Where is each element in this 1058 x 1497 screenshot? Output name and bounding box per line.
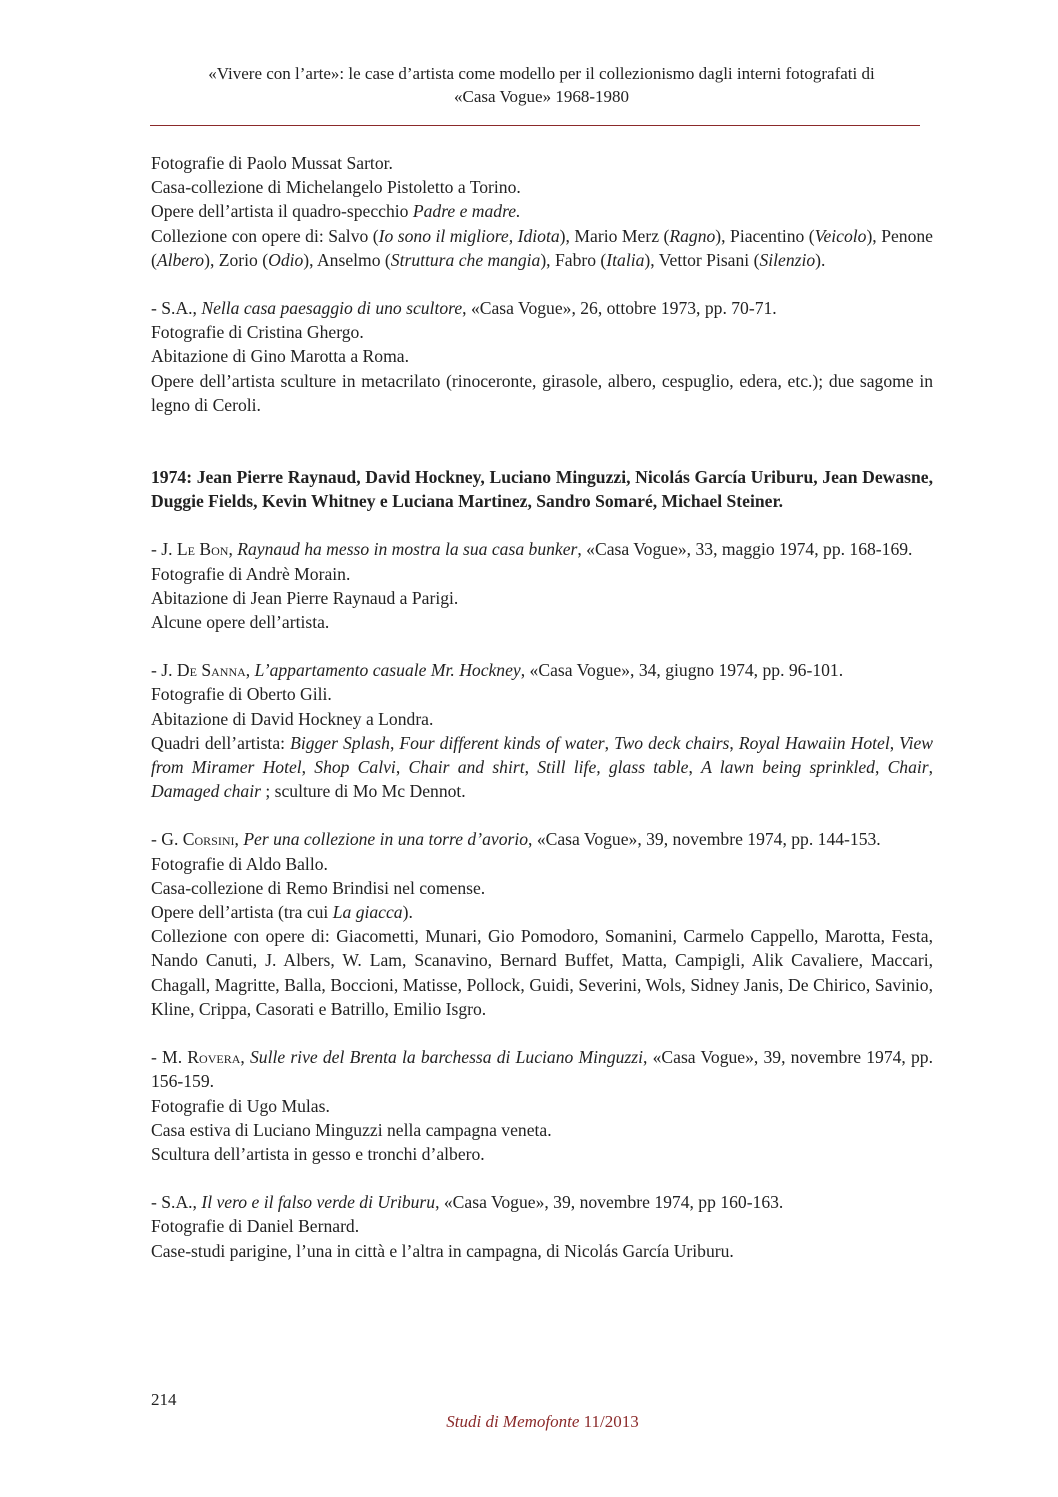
residence-line: Abitazione di David Hockney a Londra. [151, 708, 434, 729]
works-line: Alcune opere dell’artista. [151, 612, 330, 633]
running-header [150, 62, 933, 108]
entry-raynaud [151, 537, 933, 634]
entry-hockney [151, 658, 933, 803]
page-number: 214 [151, 1390, 177, 1409]
header-line-1: «Vivere con l’arte»: le case d’artista come modello per il collezionismo dagli interni fotografati di [208, 64, 875, 83]
photo-credit: Fotografie di Ugo Mulas. [151, 1095, 330, 1116]
entry-brindisi [151, 827, 933, 1021]
header-line-2: «Casa Vogue» 1968-1980 [453, 87, 630, 106]
entry-pistoletto [151, 151, 933, 272]
entry-uriburu [151, 1190, 933, 1263]
photo-credit: Fotografie di Oberto Gili. [151, 684, 332, 705]
photo-credit: Fotografie di Daniel Bernard. [151, 1216, 360, 1237]
residence-line: Abitazione di Jean Pierre Raynaud a Parigi. [151, 587, 459, 608]
works-line: Opere dell’artista il quadro-specchio Padre e madre. [151, 201, 521, 222]
collection-line: Collezione con opere di: Giacometti, Munari, Gio Pomodoro, Somanini, Carmelo Cappello, Marotta, Festa, Nando Canuti, J. Albers, W. Lam, Scanavino, Bernard Buffet, Matta, Campigli, Alik Cavaliere, Maccari, Chagall, Magritte, Balla, Boccioni, Matisse, Pollock, Guidi, Severini, Wols, Sidney Janis, De Chirico, Savinio, Kline, Crippa, Casorati e Batrillo, Emilio Isgro. [151, 926, 933, 1019]
works-line: Scultura dell’artista in gesso e tronchi d’albero. [151, 1143, 485, 1164]
residence-line: Case-studi parigine, l’una in città e l’altra in campagna, di Nicolás García Uriburu. [151, 1240, 734, 1261]
residence-line: Abitazione di Gino Marotta a Roma. [151, 346, 409, 367]
section-heading-1974: 1974: Jean Pierre Raynaud, David Hockney, Luciano Minguzzi, Nicolás García Uriburu, Jean Dewasne, Duggie Fields, Kevin Whitney e Luciana Martinez, Sandro Somaré, Michael Steiner. [151, 467, 933, 512]
residence-line: Casa-collezione di Michelangelo Pistoletto a Torino. [151, 177, 521, 198]
entry-minguzzi [151, 1045, 933, 1166]
collection-line: Collezione con opere di: Salvo (Io sono il migliore, Idiota), Mario Merz (Ragno), Piacentino (Veicolo), Penone (Albero), Zorio (Odio), Anselmo (Struttura che mangia), Fabro (Italia), Vettor Pisani (Silenzio). [151, 225, 933, 270]
residence-line: Casa-collezione di Remo Brindisi nel comense. [151, 877, 486, 898]
residence-line: Casa estiva di Luciano Minguzzi nella campagna veneta. [151, 1119, 552, 1140]
photo-credit: Fotografie di Andrè Morain. [151, 563, 351, 584]
photo-credit: Fotografie di Cristina Ghergo. [151, 322, 364, 343]
bibliographic-reference: - J. Le Bon, Raynaud ha messo in mostra la sua casa bunker, «Casa Vogue», 33, maggio 1974, pp. 168-169. [151, 539, 913, 560]
header-rule [150, 125, 920, 126]
bibliographic-reference: - S.A., Nella casa paesaggio di uno scultore, «Casa Vogue», 26, ottobre 1973, pp. 70-71. [151, 298, 777, 319]
works-line: Opere dell’artista (tra cui La giacca). [151, 902, 413, 923]
bibliographic-reference: - M. Rovera, Sulle rive del Brenta la barchessa di Luciano Minguzzi, «Casa Vogue», 39, novembre 1974, pp. 156-159. [151, 1047, 933, 1092]
bibliographic-reference: - S.A., Il vero e il falso verde di Uriburu, «Casa Vogue», 39, novembre 1974, pp 160-163. [151, 1192, 784, 1213]
journal-footer: Studi di Memofonte 11/2013 [446, 1412, 639, 1431]
works-line: Quadri dell’artista: Bigger Splash, Four different kinds of water, Two deck chairs, Royal Hawaiin Hotel, View from Miramer Hotel, Shop Calvi, Chair and shirt, Still life, glass table, A lawn being sprinkled, Chair, Damaged chair ; sculture di Mo Mc Dennot. [151, 732, 934, 802]
works-line: Opere dell’artista sculture in metacrilato (rinoceronte, girasole, albero, cespuglio, edera, etc.); due sagome in legno di Ceroli. [151, 370, 933, 415]
entry-marotta [151, 296, 933, 417]
bibliographic-reference: - G. Corsini, Per una collezione in una torre d’avorio, «Casa Vogue», 39, novembre 1974, pp. 144-153. [151, 829, 881, 850]
photo-credit: Fotografie di Aldo Ballo. [151, 853, 328, 874]
photo-credit: Fotografie di Paolo Mussat Sartor. [151, 153, 393, 173]
main-text [151, 151, 933, 1263]
bibliographic-reference: - J. De Sanna, L’appartamento casuale Mr. Hockney, «Casa Vogue», 34, giugno 1974, pp. 96-101. [151, 660, 844, 681]
